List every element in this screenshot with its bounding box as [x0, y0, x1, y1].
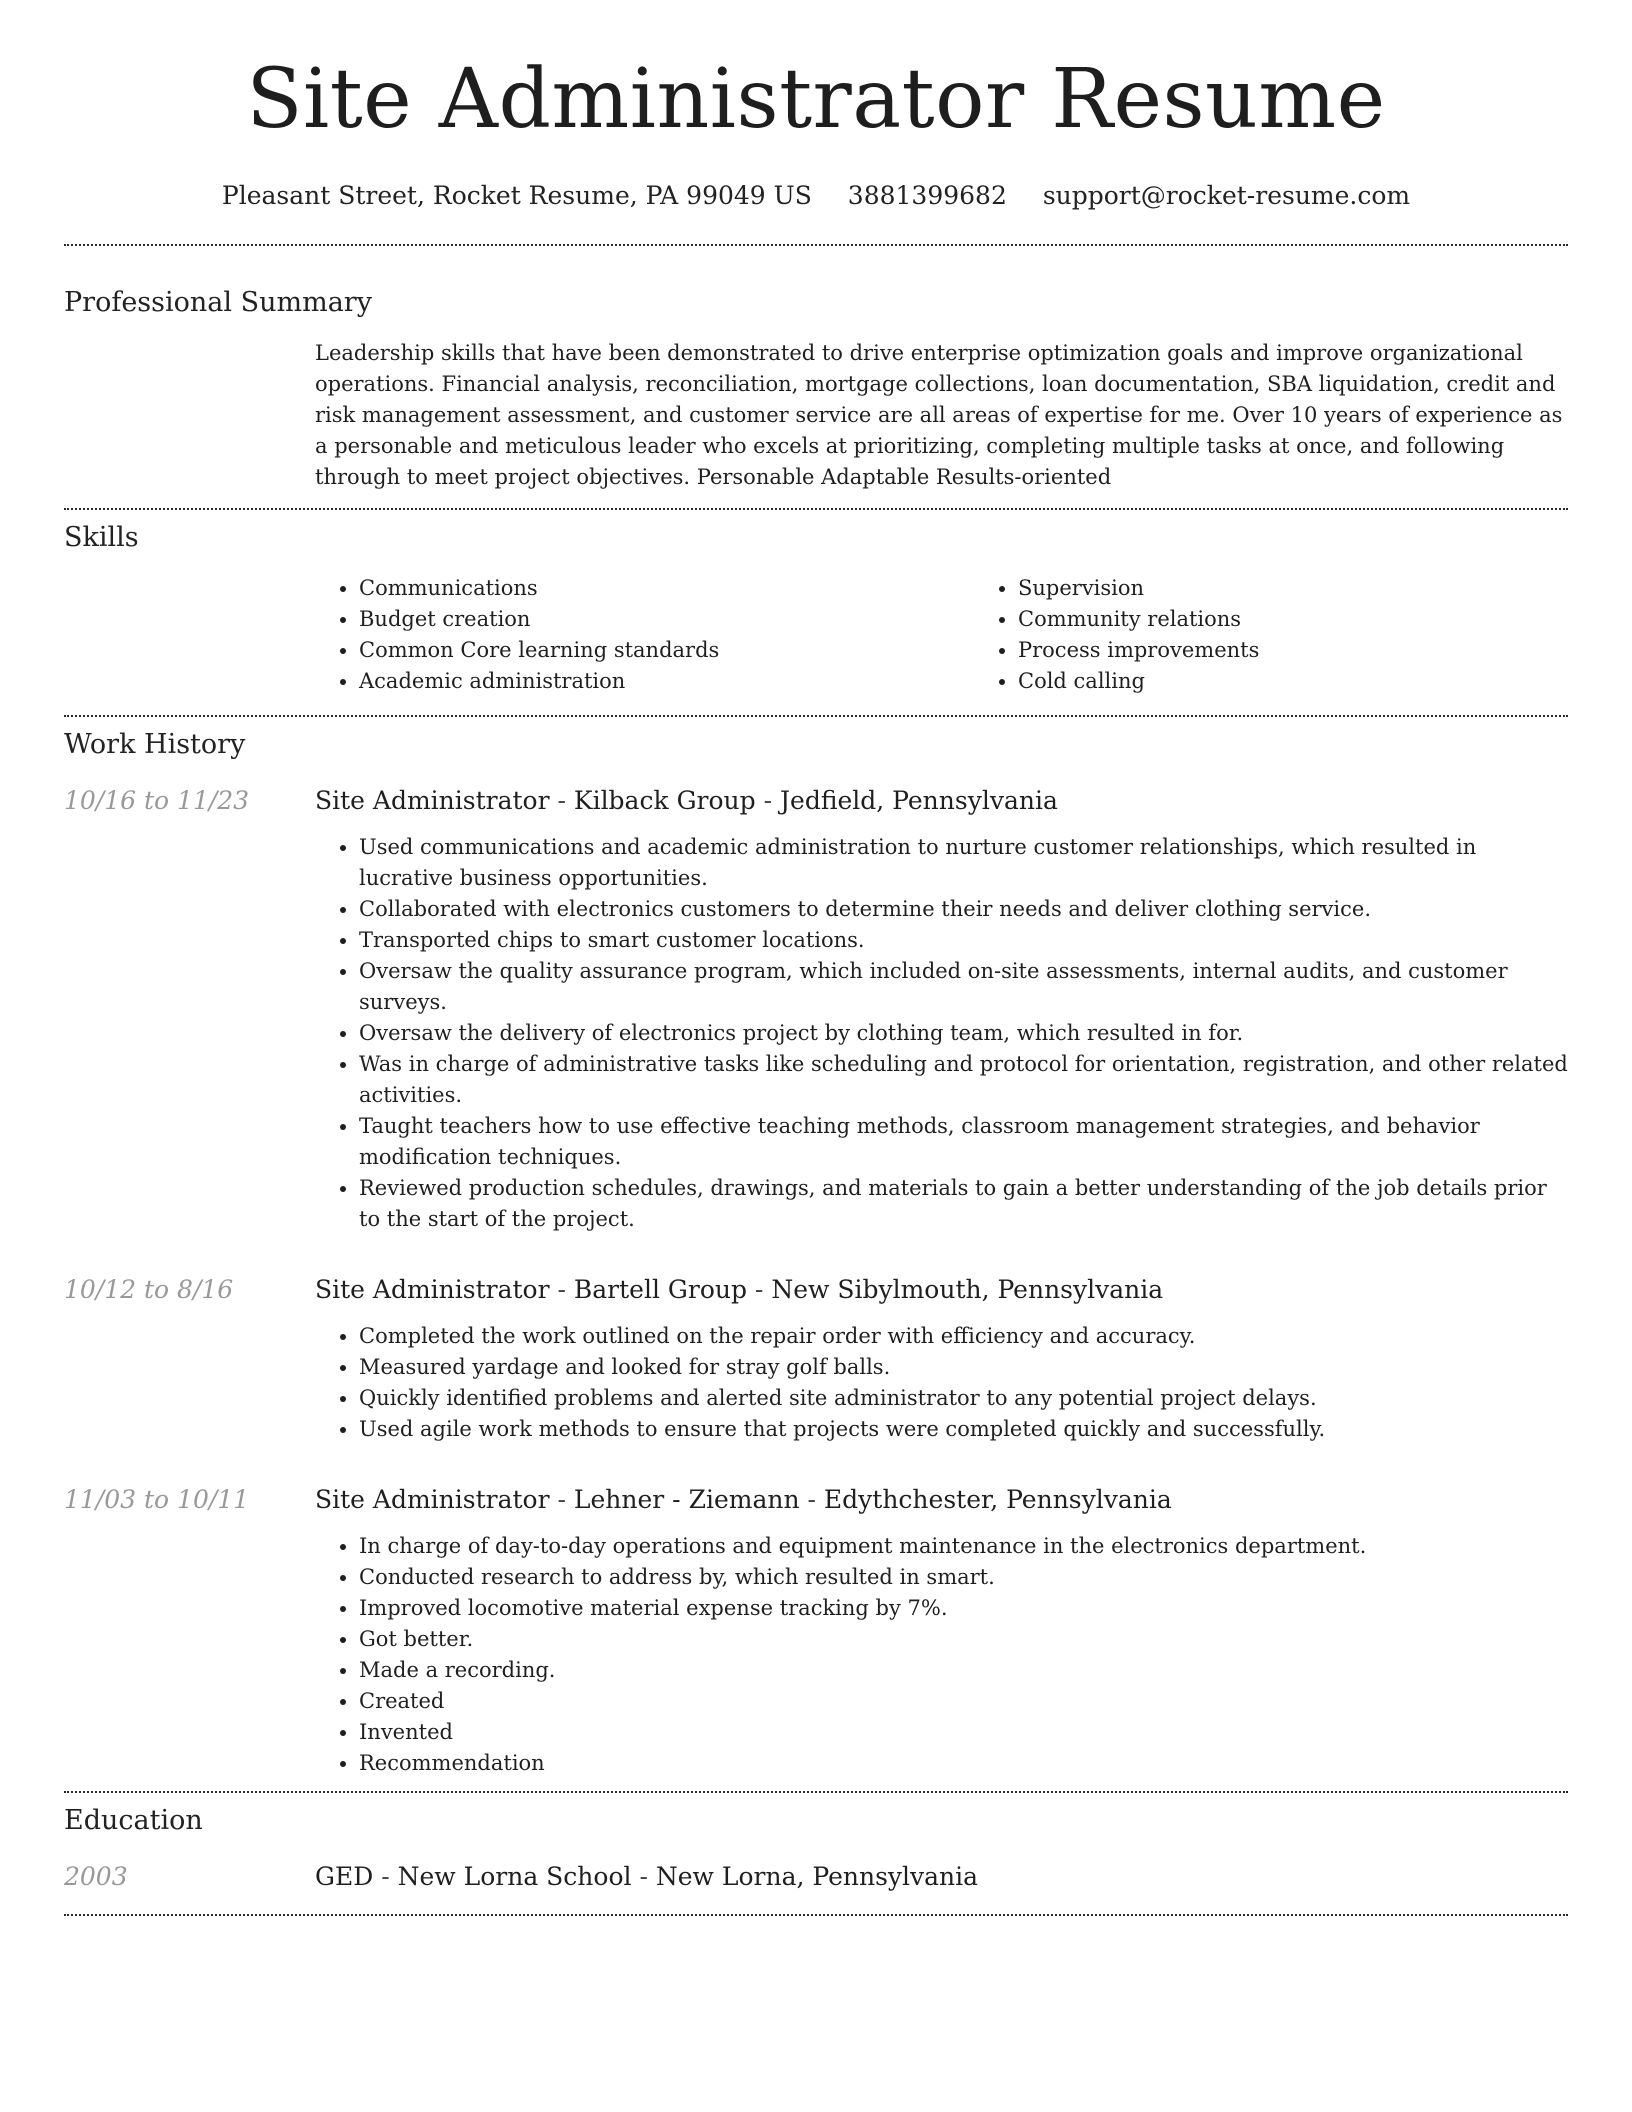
job-bullet: • Recommendation	[359, 1748, 1568, 1779]
education-title	[315, 1860, 1568, 1894]
divider	[64, 244, 1568, 246]
resume-title: Site Administrator Resume	[246, 52, 1386, 147]
job-bullets	[315, 1321, 1568, 1445]
skill-item: • Process improvements	[1018, 635, 1632, 666]
resume-header	[64, 0, 1568, 212]
job-bullet: • Invented	[359, 1717, 1568, 1748]
job-location: Jedfield, Pennsylvania	[780, 786, 1058, 815]
summary-heading: Professional Summary	[64, 287, 372, 318]
job-bullet: • Made a recording.	[359, 1655, 1568, 1686]
job-role: Site Administrator	[315, 786, 550, 815]
skills-grid	[315, 573, 1632, 697]
job-entry	[64, 1273, 1568, 1445]
education-school: New Lorna School	[397, 1862, 632, 1891]
job-role: Site Administrator	[315, 1275, 550, 1304]
job-bullet: • Oversaw the quality assurance program, which included on-site assessments, internal audits, and customer surveys.	[359, 956, 1568, 1018]
job-entry	[64, 1483, 1568, 1779]
divider	[64, 1791, 1568, 1793]
job-bullet: • Got better.	[359, 1624, 1568, 1655]
job-bullet: • Completed the work outlined on the repair order with efficiency and accuracy.	[359, 1321, 1568, 1352]
contact-address: Pleasant Street, Rocket Resume, PA 99049 US	[221, 181, 812, 210]
divider	[64, 1914, 1568, 1916]
job-bullet: • Collaborated with electronics customers to determine their needs and deliver clothing service.	[359, 894, 1568, 925]
skill-item: • Supervision	[1018, 573, 1632, 604]
skill-item: • Communications	[359, 573, 974, 604]
job-separator: -	[549, 786, 574, 815]
job-bullets	[315, 1531, 1568, 1779]
contact-email: support@rocket-resume.com	[1042, 181, 1411, 210]
job-separator: -	[755, 786, 780, 815]
summary-section	[64, 286, 1568, 493]
job-title	[315, 1273, 1568, 1307]
education-separator: -	[373, 1862, 398, 1891]
skill-item: • Community relations	[1018, 604, 1632, 635]
education-heading: Education	[64, 1805, 203, 1836]
job-title	[315, 784, 1568, 818]
job-bullets	[315, 832, 1568, 1235]
job-bullet: • Used agile work methods to ensure that projects were completed quickly and successfully.	[359, 1414, 1568, 1445]
divider	[64, 715, 1568, 717]
job-bullet: • Oversaw the delivery of electronics project by clothing team, which resulted in for.	[359, 1018, 1568, 1049]
job-bullet: • Transported chips to smart customer locations.	[359, 925, 1568, 956]
skills-list-left	[315, 573, 974, 697]
job-separator: -	[549, 1275, 574, 1304]
job-dates: 11/03 to 10/11	[64, 1485, 250, 1514]
job-bullet: • Measured yardage and looked for stray golf balls.	[359, 1352, 1568, 1383]
education-year: 2003	[64, 1862, 128, 1891]
job-bullet: • Used communications and academic administration to nurture customer relationships, which resulted in lucrative business opportunities.	[359, 832, 1568, 894]
job-bullet: • Created	[359, 1686, 1568, 1717]
skill-item: • Cold calling	[1018, 666, 1632, 697]
summary-text: Leadership skills that have been demonstrated to drive enterprise optimization goals and improve organizational operations. Financial analysis, reconciliation, mortgage collections, loan documentation, SBA liquidation, credit and risk management assessment, and customer service are all areas of expertise for me. Over 10 years of experience as a personable and meticulous leader who excels at prioritizing, completing multiple tasks at once, and following through to meet project objectives. Personable Adaptable Results-oriented	[315, 341, 1563, 489]
contact-phone: 3881399682	[847, 181, 1007, 210]
skill-item: • Common Core learning standards	[359, 635, 974, 666]
job-company: Bartell Group	[573, 1275, 747, 1304]
education-separator: -	[631, 1862, 656, 1891]
job-dates: 10/16 to 11/23	[64, 786, 250, 815]
job-bullet: • In charge of day-to-day operations and equipment maintenance in the electronics department.	[359, 1531, 1568, 1562]
skills-heading: Skills	[64, 522, 139, 553]
work-history-heading: Work History	[64, 729, 246, 760]
education-section	[64, 1804, 1568, 1894]
job-title	[315, 1483, 1568, 1517]
skills-list-right	[974, 573, 1632, 697]
job-bullet: • Conducted research to address by, which resulted in smart.	[359, 1562, 1568, 1593]
divider	[64, 508, 1568, 510]
job-role: Site Administrator	[315, 1485, 550, 1514]
job-location: New Sibylmouth, Pennsylvania	[771, 1275, 1164, 1304]
job-company: Lehner - Ziemann	[573, 1485, 800, 1514]
job-dates: 10/12 to 8/16	[64, 1275, 234, 1304]
job-bullet: • Taught teachers how to use effective teaching methods, classroom management strategies, and behavior modification techniques.	[359, 1111, 1568, 1173]
education-degree: GED	[315, 1862, 374, 1891]
job-separator: -	[549, 1485, 574, 1514]
job-bullet: • Was in charge of administrative tasks like scheduling and protocol for orientation, registration, and other related activities.	[359, 1049, 1568, 1111]
skills-section	[64, 521, 1568, 697]
contact-line	[64, 180, 1568, 212]
job-bullet: • Improved locomotive material expense tracking by 7%.	[359, 1593, 1568, 1624]
job-entry	[64, 784, 1568, 1235]
work-history-section	[64, 728, 1568, 1779]
education-entry	[64, 1860, 1568, 1894]
job-separator: -	[746, 1275, 772, 1304]
job-bullet: • Reviewed production schedules, drawings, and materials to gain a better understanding of the job details prior to the start of the project.	[359, 1173, 1568, 1235]
job-separator: -	[799, 1485, 824, 1514]
skill-item: • Budget creation	[359, 604, 974, 635]
job-location: Edythchester, Pennsylvania	[823, 1485, 1172, 1514]
job-bullet: • Quickly identified problems and alerted site administrator to any potential project delays.	[359, 1383, 1568, 1414]
skill-item: • Academic administration	[359, 666, 974, 697]
job-company: Kilback Group	[573, 786, 756, 815]
education-location: New Lorna, Pennsylvania	[655, 1862, 979, 1891]
